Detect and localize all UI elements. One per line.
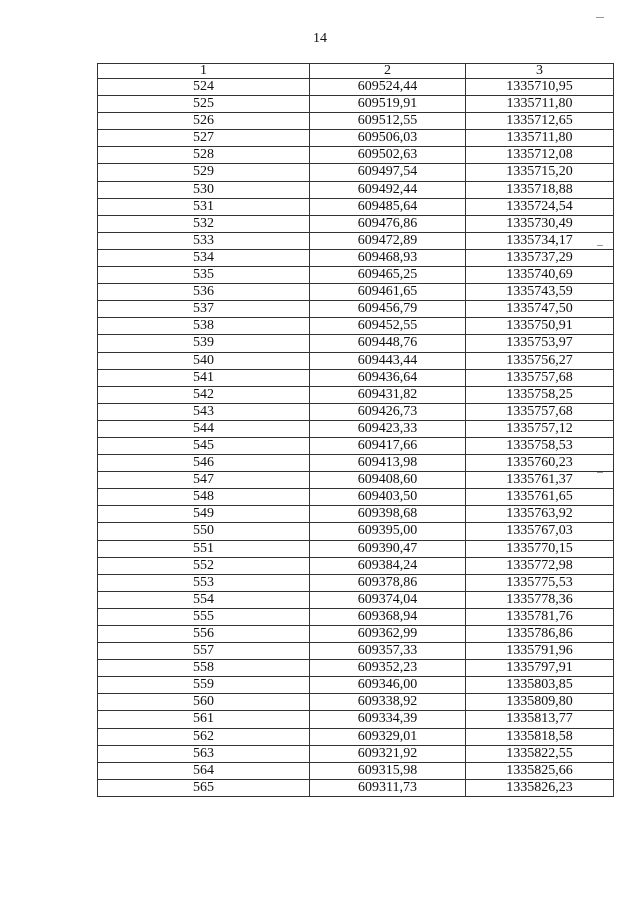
cell-x-coordinate: 609346,00	[310, 677, 466, 694]
cell-x-coordinate: 609461,65	[310, 284, 466, 301]
scan-speck	[596, 17, 604, 18]
table-row	[98, 574, 614, 591]
table-row	[98, 403, 614, 420]
cell-y-coordinate: 1335712,65	[466, 113, 614, 130]
cell-x-coordinate: 609395,00	[310, 523, 466, 540]
cell-point-number: 564	[98, 762, 310, 779]
cell-y-coordinate: 1335809,80	[466, 694, 614, 711]
cell-point-number: 553	[98, 574, 310, 591]
cell-point-number: 555	[98, 608, 310, 625]
cell-point-number: 529	[98, 164, 310, 181]
cell-y-coordinate: 1335753,97	[466, 335, 614, 352]
cell-y-coordinate: 1335797,91	[466, 660, 614, 677]
cell-point-number: 533	[98, 232, 310, 249]
table-row	[98, 455, 614, 472]
table-row	[98, 694, 614, 711]
cell-y-coordinate: 1335763,92	[466, 506, 614, 523]
cell-point-number: 547	[98, 472, 310, 489]
cell-point-number: 562	[98, 728, 310, 745]
cell-y-coordinate: 1335711,80	[466, 130, 614, 147]
table-row	[98, 591, 614, 608]
cell-y-coordinate: 1335734,17	[466, 232, 614, 249]
cell-x-coordinate: 609443,44	[310, 352, 466, 369]
cell-y-coordinate: 1335756,27	[466, 352, 614, 369]
cell-x-coordinate: 609329,01	[310, 728, 466, 745]
cell-x-coordinate: 609456,79	[310, 301, 466, 318]
cell-y-coordinate: 1335711,80	[466, 96, 614, 113]
cell-x-coordinate: 609374,04	[310, 591, 466, 608]
cell-y-coordinate: 1335791,96	[466, 643, 614, 660]
cell-x-coordinate: 609519,91	[310, 96, 466, 113]
cell-y-coordinate: 1335813,77	[466, 711, 614, 728]
cell-y-coordinate: 1335825,66	[466, 762, 614, 779]
cell-y-coordinate: 1335715,20	[466, 164, 614, 181]
table-row	[98, 301, 614, 318]
cell-y-coordinate: 1335750,91	[466, 318, 614, 335]
table-row	[98, 660, 614, 677]
table-row	[98, 745, 614, 762]
cell-x-coordinate: 609431,82	[310, 386, 466, 403]
table-row	[98, 113, 614, 130]
table-row	[98, 762, 614, 779]
cell-x-coordinate: 609506,03	[310, 130, 466, 147]
table-body	[98, 79, 614, 797]
cell-point-number: 565	[98, 779, 310, 796]
table-row	[98, 232, 614, 249]
cell-point-number: 543	[98, 403, 310, 420]
cell-x-coordinate: 609315,98	[310, 762, 466, 779]
cell-y-coordinate: 1335743,59	[466, 284, 614, 301]
cell-x-coordinate: 609334,39	[310, 711, 466, 728]
cell-point-number: 524	[98, 79, 310, 96]
table-row	[98, 626, 614, 643]
cell-point-number: 540	[98, 352, 310, 369]
cell-x-coordinate: 609448,76	[310, 335, 466, 352]
column-header-y: 3	[466, 64, 614, 79]
table-row	[98, 318, 614, 335]
cell-x-coordinate: 609352,23	[310, 660, 466, 677]
cell-y-coordinate: 1335767,03	[466, 523, 614, 540]
table-row	[98, 420, 614, 437]
cell-point-number: 534	[98, 249, 310, 266]
cell-x-coordinate: 609338,92	[310, 694, 466, 711]
table-row	[98, 523, 614, 540]
cell-point-number: 527	[98, 130, 310, 147]
cell-point-number: 559	[98, 677, 310, 694]
cell-point-number: 549	[98, 506, 310, 523]
cell-point-number: 558	[98, 660, 310, 677]
cell-x-coordinate: 609502,63	[310, 147, 466, 164]
cell-x-coordinate: 609321,92	[310, 745, 466, 762]
cell-point-number: 530	[98, 181, 310, 198]
cell-x-coordinate: 609413,98	[310, 455, 466, 472]
table-row	[98, 79, 614, 96]
cell-y-coordinate: 1335757,12	[466, 420, 614, 437]
cell-point-number: 539	[98, 335, 310, 352]
cell-point-number: 536	[98, 284, 310, 301]
table-row	[98, 198, 614, 215]
table-row	[98, 352, 614, 369]
cell-point-number: 560	[98, 694, 310, 711]
cell-x-coordinate: 609492,44	[310, 181, 466, 198]
cell-y-coordinate: 1335761,65	[466, 489, 614, 506]
cell-point-number: 548	[98, 489, 310, 506]
cell-y-coordinate: 1335818,58	[466, 728, 614, 745]
table-row	[98, 96, 614, 113]
cell-y-coordinate: 1335758,53	[466, 437, 614, 454]
table-row	[98, 284, 614, 301]
table-row	[98, 164, 614, 181]
table-row	[98, 130, 614, 147]
cell-point-number: 551	[98, 540, 310, 557]
table-row	[98, 335, 614, 352]
cell-y-coordinate: 1335757,68	[466, 403, 614, 420]
column-header-x: 2	[310, 64, 466, 79]
cell-y-coordinate: 1335803,85	[466, 677, 614, 694]
table-row	[98, 557, 614, 574]
cell-y-coordinate: 1335822,55	[466, 745, 614, 762]
cell-x-coordinate: 609362,99	[310, 626, 466, 643]
table-row	[98, 677, 614, 694]
cell-y-coordinate: 1335730,49	[466, 215, 614, 232]
cell-y-coordinate: 1335786,86	[466, 626, 614, 643]
cell-x-coordinate: 609524,44	[310, 79, 466, 96]
cell-x-coordinate: 609357,33	[310, 643, 466, 660]
table-row	[98, 608, 614, 625]
cell-x-coordinate: 609378,86	[310, 574, 466, 591]
cell-y-coordinate: 1335724,54	[466, 198, 614, 215]
cell-x-coordinate: 609452,55	[310, 318, 466, 335]
cell-y-coordinate: 1335747,50	[466, 301, 614, 318]
table-row	[98, 181, 614, 198]
cell-y-coordinate: 1335758,25	[466, 386, 614, 403]
table-row	[98, 711, 614, 728]
table-row	[98, 643, 614, 660]
cell-y-coordinate: 1335737,29	[466, 249, 614, 266]
cell-x-coordinate: 609311,73	[310, 779, 466, 796]
cell-x-coordinate: 609485,64	[310, 198, 466, 215]
cell-point-number: 546	[98, 455, 310, 472]
cell-y-coordinate: 1335770,15	[466, 540, 614, 557]
table-row	[98, 540, 614, 557]
cell-point-number: 532	[98, 215, 310, 232]
cell-x-coordinate: 609436,64	[310, 369, 466, 386]
cell-y-coordinate: 1335826,23	[466, 779, 614, 796]
cell-point-number: 526	[98, 113, 310, 130]
cell-y-coordinate: 1335718,88	[466, 181, 614, 198]
cell-x-coordinate: 609423,33	[310, 420, 466, 437]
cell-point-number: 541	[98, 369, 310, 386]
table-row	[98, 506, 614, 523]
column-header-point: 1	[98, 64, 310, 79]
table-row	[98, 472, 614, 489]
cell-x-coordinate: 609403,50	[310, 489, 466, 506]
cell-point-number: 561	[98, 711, 310, 728]
cell-point-number: 557	[98, 643, 310, 660]
cell-y-coordinate: 1335781,76	[466, 608, 614, 625]
cell-x-coordinate: 609472,89	[310, 232, 466, 249]
cell-x-coordinate: 609390,47	[310, 540, 466, 557]
cell-x-coordinate: 609468,93	[310, 249, 466, 266]
table-row	[98, 147, 614, 164]
cell-x-coordinate: 609417,66	[310, 437, 466, 454]
cell-x-coordinate: 609398,68	[310, 506, 466, 523]
cell-point-number: 544	[98, 420, 310, 437]
cell-x-coordinate: 609384,24	[310, 557, 466, 574]
cell-x-coordinate: 609408,60	[310, 472, 466, 489]
cell-x-coordinate: 609512,55	[310, 113, 466, 130]
cell-point-number: 525	[98, 96, 310, 113]
cell-point-number: 537	[98, 301, 310, 318]
table-row	[98, 369, 614, 386]
cell-point-number: 550	[98, 523, 310, 540]
table-row	[98, 437, 614, 454]
cell-y-coordinate: 1335740,69	[466, 267, 614, 284]
cell-y-coordinate: 1335761,37	[466, 472, 614, 489]
cell-y-coordinate: 1335778,36	[466, 591, 614, 608]
cell-point-number: 556	[98, 626, 310, 643]
table-row	[98, 728, 614, 745]
table-row	[98, 386, 614, 403]
cell-y-coordinate: 1335710,95	[466, 79, 614, 96]
cell-y-coordinate: 1335775,53	[466, 574, 614, 591]
table-row	[98, 215, 614, 232]
page-number: 14	[313, 31, 327, 46]
cell-point-number: 535	[98, 267, 310, 284]
cell-x-coordinate: 609426,73	[310, 403, 466, 420]
cell-point-number: 542	[98, 386, 310, 403]
table-row	[98, 779, 614, 796]
cell-point-number: 528	[98, 147, 310, 164]
cell-x-coordinate: 609465,25	[310, 267, 466, 284]
cell-y-coordinate: 1335772,98	[466, 557, 614, 574]
cell-point-number: 538	[98, 318, 310, 335]
cell-point-number: 552	[98, 557, 310, 574]
cell-y-coordinate: 1335760,23	[466, 455, 614, 472]
cell-x-coordinate: 609476,86	[310, 215, 466, 232]
cell-point-number: 545	[98, 437, 310, 454]
coordinates-table	[97, 63, 614, 797]
cell-point-number: 531	[98, 198, 310, 215]
table-row	[98, 267, 614, 284]
cell-point-number: 563	[98, 745, 310, 762]
cell-y-coordinate: 1335712,08	[466, 147, 614, 164]
table-row	[98, 489, 614, 506]
cell-y-coordinate: 1335757,68	[466, 369, 614, 386]
cell-x-coordinate: 609497,54	[310, 164, 466, 181]
cell-x-coordinate: 609368,94	[310, 608, 466, 625]
table-header-row	[98, 64, 614, 79]
cell-point-number: 554	[98, 591, 310, 608]
table-row	[98, 249, 614, 266]
